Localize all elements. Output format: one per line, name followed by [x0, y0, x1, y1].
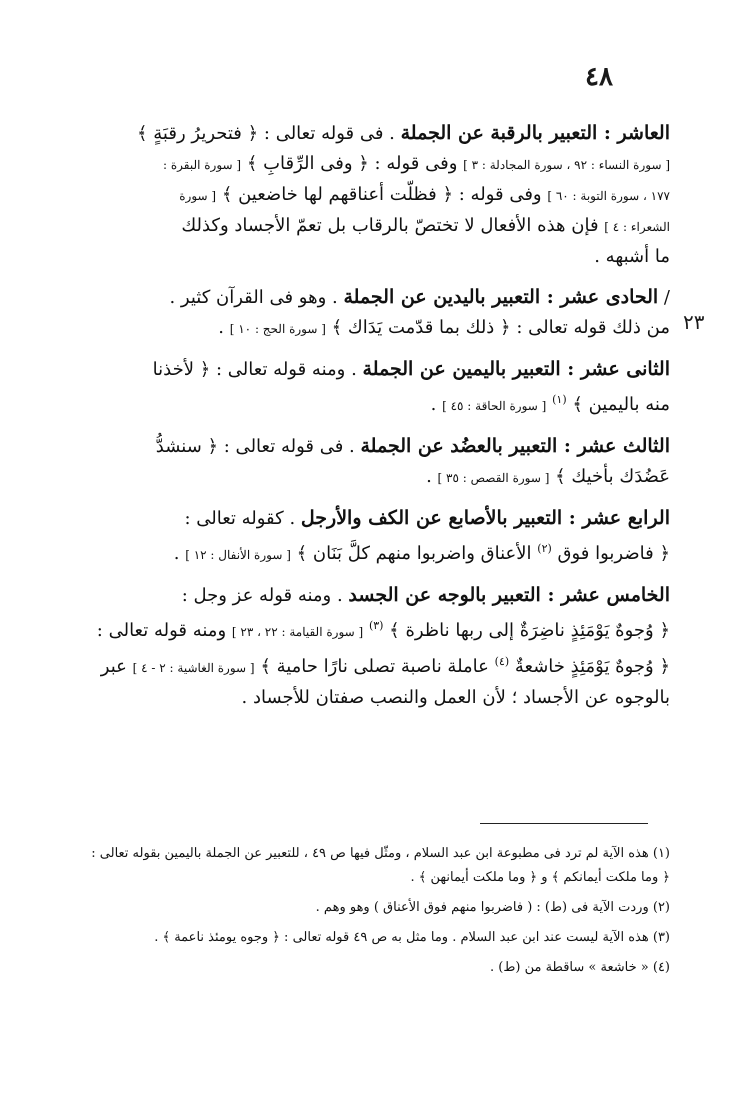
- text-line: [88, 431, 670, 462]
- text-run: . وهو فى القرآن كثير .: [169, 287, 344, 308]
- text-line: [88, 683, 670, 713]
- footnote-divider: [480, 823, 648, 824]
- text-run: عاملة ناصبة تصلى نارًا حامية ﴾: [254, 656, 495, 677]
- text-line: [88, 462, 670, 493]
- verse-reference: [ سورة الغاشية : ٢ - ٤ ]: [132, 661, 255, 675]
- paragraph-thirteenth: [88, 431, 670, 493]
- text-line: [88, 211, 670, 242]
- text-line: [88, 647, 670, 683]
- section-heading: الخامس عشر : التعبير بالوجه عن الجسد: [348, 584, 670, 606]
- text-line: [88, 354, 670, 385]
- section-heading: الثانى عشر : التعبير باليمين عن الجملة: [362, 358, 670, 380]
- text-run: .: [173, 543, 186, 564]
- text-line: [88, 611, 670, 647]
- text-line: [88, 282, 670, 313]
- paragraph-eleventh: [88, 282, 670, 344]
- footnote-marker: (٣): [368, 619, 384, 632]
- text-line: [88, 242, 670, 272]
- verse-reference: [ سورة القيامة : ٢٢ ، ٢٣ ]: [231, 625, 364, 639]
- paragraph-fifteenth: [88, 580, 670, 713]
- verse-reference: [ سورة البقرة :: [163, 158, 242, 172]
- main-text: [88, 118, 670, 723]
- text-run: ﴿ وُجوهٌ يَوْمَئِذٍ خاشعةٌ: [509, 656, 670, 677]
- verse-reference: [ سورة الحج : ١٠ ]: [229, 322, 326, 336]
- verse-reference: الشعراء : ٤ ]: [604, 220, 670, 234]
- text-line: [88, 534, 670, 570]
- text-run: . فى قوله تعالى : ﴿ فتحريرُ رقبَةٍ ﴾: [137, 123, 401, 144]
- section-heading: الرابع عشر : التعبير بالأصابع عن الكف والأرجل: [300, 507, 670, 529]
- section-heading: الحادى عشر : التعبير باليدين عن الجملة: [343, 286, 659, 308]
- footnote-1: (١) هذه الآية لم ترد فى مطبوعة ابن عبد السلام ، ومثّل فيها ص ٤٩ ، للتعبير عن الجملة باليمين بقوله تعالى : ﴿ وما ملكت أيمانكم ﴾ و ﴿ وما ملكت أيمانهن ﴾ .: [91, 846, 670, 885]
- text-run: .: [218, 317, 230, 338]
- text-run: من ذلك قوله تعالى : ﴿ ذلك بما قدّمت يَدَاك ﴾: [325, 317, 670, 338]
- verse-reference: [ سورة: [179, 189, 217, 203]
- text-run: .: [430, 394, 443, 415]
- verse-reference: [ سورة النساء : ٩٢ ، سورة المجادلة : ٣ ]: [463, 158, 670, 172]
- text-run: . فى قوله تعالى : ﴿ سنشدُّ: [155, 436, 361, 457]
- footnote-marker: (٢): [537, 542, 552, 555]
- text-line: [88, 118, 670, 149]
- text-line: [88, 313, 670, 344]
- text-run: ﴿ وُجوهٌ يَوْمَئِذٍ ناضِرَةٌ إلى ربها ناظرة ﴾: [383, 620, 670, 641]
- text-run: عَضُدَك بأخيك ﴾: [549, 466, 670, 487]
- footnote-2: (٢) وردت الآية فى (ط) : ( فاضربوا منهم فوق الأعناق ) وهو وهم .: [315, 900, 670, 915]
- text-run: . ومنه قوله عز وجل :: [181, 585, 349, 606]
- text-run: . ومنه قوله تعالى : ﴿ لأخذنا: [152, 359, 363, 380]
- text-run: ﴿ فاضربوا فوق: [551, 543, 670, 564]
- footnotes: [88, 842, 670, 986]
- verse-reference: [ سورة الأنفال : ١٢ ]: [185, 548, 291, 562]
- verse-reference: [ سورة الحاقة : ٤٥ ]: [442, 399, 547, 413]
- text-run: فإن هذه الأفعال لا تختصّ بالرقاب بل تعمّ الأجساد وكذلك: [181, 215, 605, 236]
- section-heading: العاشر : التعبير بالرقبة عن الجملة: [400, 122, 670, 144]
- verse-reference: [ سورة القصص : ٣٥ ]: [437, 471, 550, 485]
- paragraph-twelfth: [88, 354, 670, 421]
- text-run: ما أشبهه .: [594, 246, 670, 267]
- footnote-4: (٤) « خاشعة » ساقطة من (ط) .: [490, 960, 670, 975]
- text-line: [88, 580, 670, 611]
- text-run: منه باليمين ﴾: [566, 394, 670, 415]
- paragraph-fourteenth: [88, 503, 670, 570]
- footnote-3: (٣) هذه الآية ليست عند ابن عبد السلام . وما مثل به ص ٤٩ قوله تعالى : ﴿ وجوه يومئذ ناعمة ﴾ .: [154, 930, 670, 945]
- footnote-marker: (١): [552, 393, 567, 406]
- paragraph-tenth: [88, 118, 670, 272]
- text-run: ومنه قوله تعالى :: [96, 620, 232, 641]
- text-run: وفى قوله : ﴿ فظلّت أعناقهم لها خاضعين ﴾: [216, 184, 548, 205]
- footnote-marker: (٤): [494, 655, 510, 668]
- text-run: /: [658, 287, 670, 308]
- margin-page-reference: ٢٣: [683, 310, 705, 334]
- text-run: الأعناق واضربوا منهم كلَّ بَنَان ﴾: [290, 543, 538, 564]
- text-run: عبر: [100, 656, 133, 677]
- page-number: ٤٨: [585, 62, 613, 92]
- text-line: [88, 180, 670, 211]
- text-run: . كقوله تعالى :: [184, 508, 301, 529]
- text-line: [88, 503, 670, 534]
- verse-reference: ١٧٧ ، سورة التوبة : ٦٠ ]: [547, 189, 670, 203]
- text-run: .: [426, 466, 438, 487]
- text-line: [88, 149, 670, 180]
- text-run: وفى قوله : ﴿ وفى الرِّقابِ ﴾: [241, 153, 464, 174]
- section-heading: الثالث عشر : التعبير بالعضُد عن الجملة: [360, 435, 670, 457]
- text-run: بالوجوه عن الأجساد ؛ لأن العمل والنصب صفتان للأجساد .: [241, 687, 670, 708]
- text-line: [88, 385, 670, 421]
